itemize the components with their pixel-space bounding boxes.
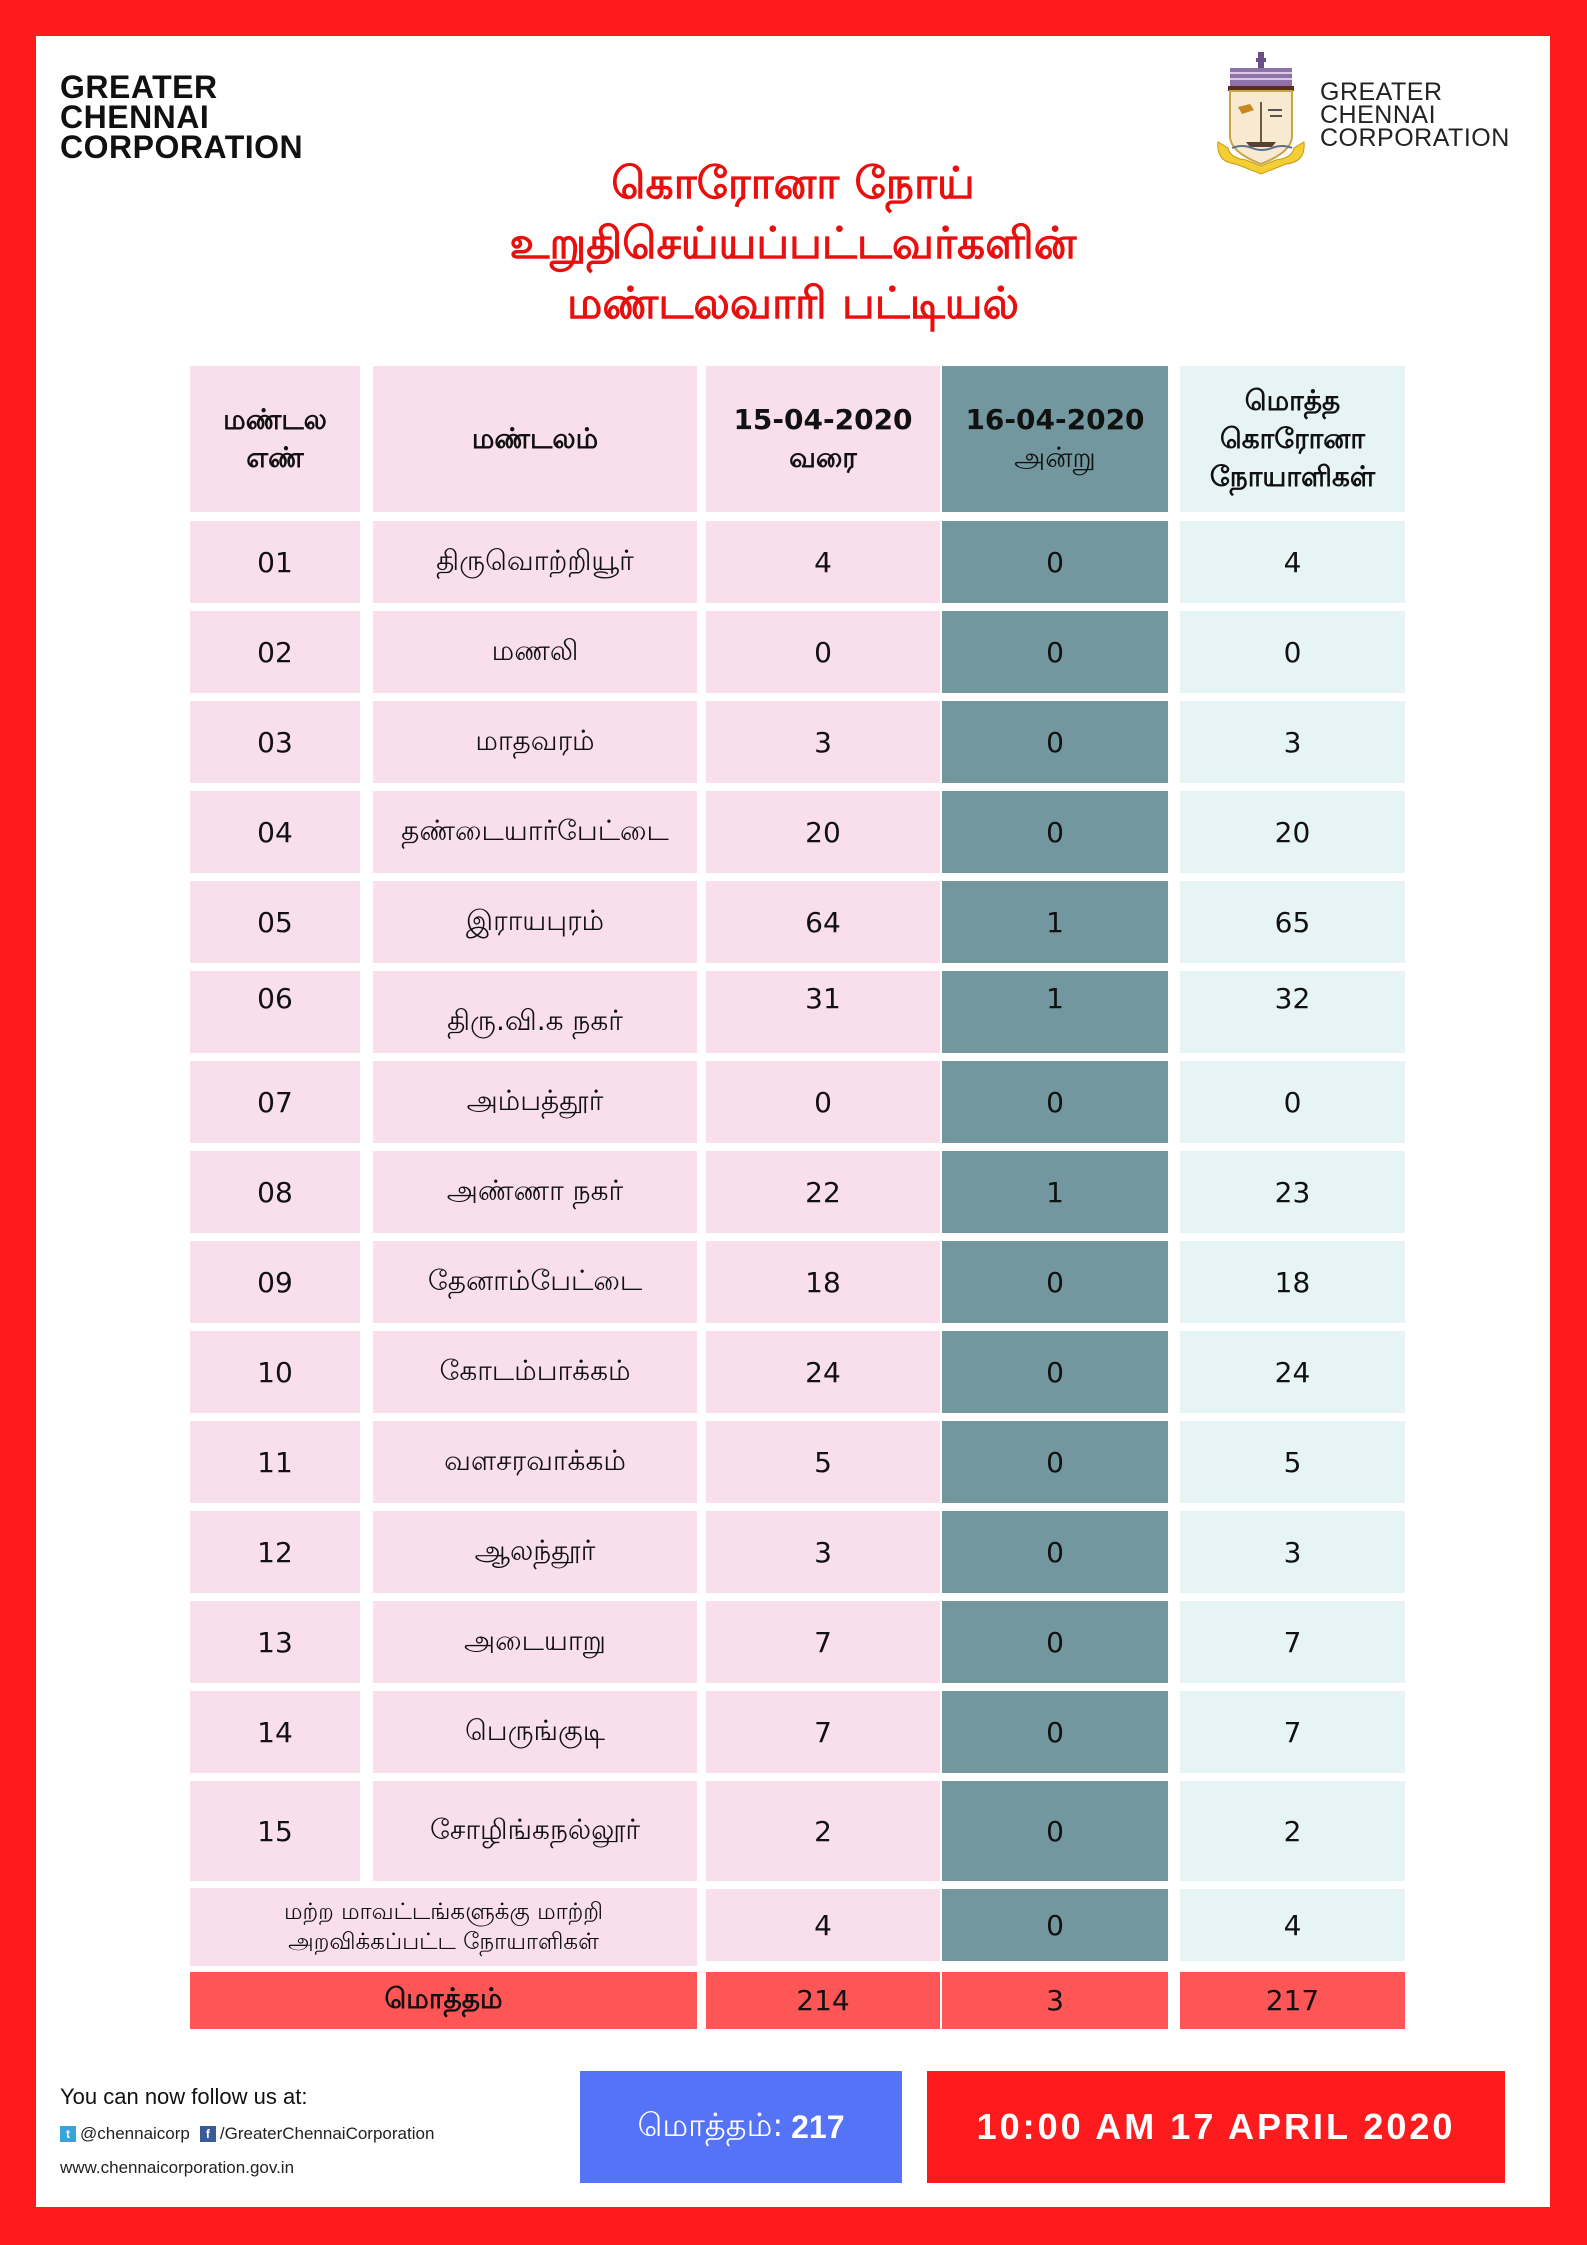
cell-total-text: 5 [1283, 1445, 1302, 1479]
cell-zone-name-text: மணலி [491, 633, 579, 667]
cell-on-date-text: 0 [1046, 1535, 1064, 1569]
cell-total-text: 3 [1283, 725, 1302, 759]
cell-zone-name-text: கோடம்பாக்கம் [439, 1353, 631, 1387]
cell-zone-name-text: இராயபுரம் [465, 903, 605, 937]
twitter-handle[interactable]: @chennaicorp [80, 2124, 190, 2143]
cell-total [1180, 1331, 1405, 1413]
cell-other-on [942, 1889, 1168, 1961]
cell-on-date [942, 1061, 1168, 1143]
header-text: மொத்த [1244, 384, 1341, 417]
cell-on-date [942, 1151, 1168, 1233]
cell-zone-name [373, 1331, 697, 1413]
cell-zone-name [373, 521, 697, 603]
cell-on-date [942, 1241, 1168, 1323]
poster [36, 36, 1550, 2207]
cell-other-till-text: 4 [814, 1908, 832, 1942]
facebook-handle[interactable]: /GreaterChennaiCorporation [219, 2124, 435, 2143]
header-zone-no [190, 366, 360, 512]
logo-line: CORPORATION [1320, 123, 1510, 152]
timestamp-badge [927, 2071, 1505, 2183]
cell-total-text: 20 [1274, 815, 1311, 849]
cell-grand-label-text: மொத்தம் [384, 1982, 503, 2015]
other-label-line: மற்ற மாவட்டங்களுக்கு மாற்றி [283, 1899, 604, 1925]
header-total [1180, 366, 1405, 512]
cell-zone-no [190, 611, 360, 693]
cell-on-date-text: 0 [1046, 815, 1064, 849]
header-text: கொரோனா [1219, 422, 1366, 455]
header-text: அன்று [1014, 441, 1096, 474]
cell-till-date-text: 22 [805, 1175, 841, 1209]
cell-other-on-text: 0 [1046, 1908, 1064, 1942]
twitter-icon: t [60, 2126, 76, 2142]
cell-zone-no-text: 01 [257, 545, 293, 579]
cell-zone-no-text: 03 [257, 725, 293, 759]
cell-zone-no [190, 1061, 360, 1143]
cell-total [1180, 521, 1405, 603]
cell-on-date [942, 1691, 1168, 1773]
cell-zone-name [373, 1061, 697, 1143]
header-on-date [942, 366, 1168, 512]
cell-zone-no [190, 881, 360, 963]
brand-line: CORPORATION [60, 129, 304, 165]
cell-total [1180, 1241, 1405, 1323]
cell-zone-no [190, 1781, 360, 1881]
cell-zone-no-text: 11 [257, 1445, 293, 1479]
cell-zone-no-text: 05 [257, 905, 293, 939]
cell-till-date-text: 0 [814, 635, 832, 669]
cell-zone-name [373, 701, 697, 783]
cell-till-date-text: 5 [814, 1445, 832, 1479]
cell-on-date-text: 0 [1046, 1085, 1064, 1119]
cell-on-date-text: 0 [1046, 725, 1064, 759]
cell-zone-no-text: 12 [257, 1535, 293, 1569]
cell-on-date [942, 971, 1168, 1053]
cell-zone-name-text: ஆலந்தூர் [474, 1533, 596, 1567]
cell-total-text: 7 [1283, 1625, 1302, 1659]
cell-till-date [706, 1781, 940, 1881]
cell-zone-no-text: 14 [257, 1715, 293, 1749]
cell-till-date [706, 971, 940, 1053]
header-text: மண்டல [223, 403, 327, 436]
cell-zone-no [190, 971, 360, 1053]
cell-zone-no [190, 1421, 360, 1503]
other-label-line: அறவிக்கப்பட்ட நோயாளிகள் [288, 1929, 599, 1955]
cell-grand-total-text: 217 [1265, 1984, 1320, 2017]
cell-till-date [706, 1511, 940, 1593]
cell-total-text: 7 [1283, 1715, 1302, 1749]
header-text: எண் [246, 441, 304, 474]
cell-till-date-text: 4 [814, 545, 832, 579]
cell-total [1180, 881, 1405, 963]
cell-other-total [1180, 1889, 1405, 1961]
cell-till-date-text: 18 [805, 1265, 841, 1299]
follow-text: You can now follow us at: [60, 2084, 308, 2109]
cell-total [1180, 791, 1405, 873]
cell-total-text: 23 [1274, 1175, 1311, 1209]
cell-other-label [190, 1888, 697, 1966]
title-line: கொரோனா நோய் [611, 158, 975, 209]
cell-zone-no-text: 06 [257, 981, 293, 1015]
social-footer [60, 2084, 434, 2178]
logo-line: CHENNAI [1320, 100, 1437, 129]
cell-till-date [706, 1601, 940, 1683]
header-text: 16-04-2020 [965, 403, 1145, 436]
cell-zone-name [373, 971, 697, 1053]
cell-grand-on-text: 3 [1046, 1984, 1064, 2017]
total-badge [580, 2071, 902, 2183]
total-label: மொத்தம்: [637, 2106, 784, 2144]
cell-zone-no [190, 791, 360, 873]
cell-zone-name-text: தண்டையார்பேட்டை [401, 813, 669, 847]
cell-total-text: 32 [1274, 981, 1311, 1015]
cell-zone-no [190, 1511, 360, 1593]
cell-zone-no-text: 02 [257, 635, 293, 669]
cell-zone-name-text: அண்ணா நகர் [446, 1173, 624, 1207]
cell-till-date-text: 2 [814, 1814, 832, 1848]
cell-on-date-text: 0 [1046, 1715, 1064, 1749]
timestamp-text: 10:00 AM 17 APRIL 2020 [976, 2106, 1456, 2147]
cell-on-date-text: 0 [1046, 545, 1064, 579]
cell-on-date [942, 611, 1168, 693]
logo-line: GREATER [1320, 77, 1443, 106]
cell-grand-label [190, 1972, 697, 2029]
cell-zone-no [190, 1151, 360, 1233]
cell-zone-name [373, 791, 697, 873]
cell-on-date-text: 1 [1046, 905, 1064, 939]
cell-zone-name [373, 1691, 697, 1773]
cell-zone-no [190, 1691, 360, 1773]
cell-total [1180, 1601, 1405, 1683]
cell-on-date [942, 791, 1168, 873]
cell-other-total-text: 4 [1283, 1908, 1302, 1942]
cell-till-date [706, 1691, 940, 1773]
social-links [60, 2124, 434, 2144]
cell-till-date [706, 1241, 940, 1323]
cell-zone-name [373, 1241, 697, 1323]
header-text: வரை [789, 441, 857, 474]
cell-till-date-text: 7 [814, 1625, 832, 1659]
cell-zone-name-text: தேனாம்பேட்டை [427, 1263, 643, 1297]
cell-till-date [706, 701, 940, 783]
cell-on-date [942, 1781, 1168, 1881]
cell-till-date-text: 3 [814, 1535, 832, 1569]
cell-on-date [942, 701, 1168, 783]
cell-total-text: 65 [1274, 905, 1311, 939]
cell-zone-no-text: 15 [257, 1814, 293, 1848]
cell-till-date [706, 611, 940, 693]
cell-zone-no [190, 1331, 360, 1413]
cell-other-till [706, 1889, 940, 1961]
cell-grand-on [942, 1972, 1168, 2029]
cell-zone-name-text: திரு.வி.க நகர் [447, 1003, 623, 1037]
cell-total [1180, 971, 1405, 1053]
cell-zone-no-text: 04 [257, 815, 293, 849]
cell-total-text: 2 [1283, 1814, 1302, 1848]
brand-line: CHENNAI [60, 99, 210, 135]
cell-zone-no [190, 701, 360, 783]
cell-on-date-text: 0 [1046, 1445, 1064, 1479]
cell-till-date-text: 20 [805, 815, 841, 849]
total-value: 217 [791, 2108, 845, 2145]
cell-till-date-text: 24 [805, 1355, 841, 1389]
cell-grand-total [1180, 1972, 1405, 2029]
cell-zone-name-text: திருவொற்றியூர் [436, 543, 634, 577]
cell-till-date-text: 64 [805, 905, 841, 939]
cell-zone-no [190, 1601, 360, 1683]
cell-total [1180, 1511, 1405, 1593]
cell-till-date-text: 0 [814, 1085, 832, 1119]
cell-total-text: 0 [1283, 635, 1302, 669]
cell-zone-name [373, 1421, 697, 1503]
cell-till-date-text: 7 [814, 1715, 832, 1749]
cell-total [1180, 1691, 1405, 1773]
cell-total [1180, 1781, 1405, 1881]
header-text: மண்டலம் [471, 422, 599, 455]
cell-zone-no-text: 07 [257, 1085, 293, 1119]
cell-till-date [706, 1421, 940, 1503]
cell-zone-name-text: சோழிங்கநல்லூர் [429, 1812, 641, 1846]
cell-total [1180, 1061, 1405, 1143]
cell-zone-name [373, 1601, 697, 1683]
cell-zone-name-text: அடையாறு [464, 1623, 606, 1657]
cell-total-text: 0 [1283, 1085, 1302, 1119]
cell-zone-no [190, 1241, 360, 1323]
cell-till-date-text: 31 [805, 981, 841, 1015]
cell-zone-name [373, 611, 697, 693]
cell-on-date [942, 1331, 1168, 1413]
cell-till-date [706, 881, 940, 963]
cell-on-date-text: 0 [1046, 1625, 1064, 1659]
header-text: 15-04-2020 [733, 403, 913, 436]
header-till-date [706, 366, 940, 512]
cell-zone-no [190, 521, 360, 603]
cell-zone-name [373, 1781, 697, 1881]
cell-grand-till-text: 214 [796, 1984, 850, 2017]
cell-on-date-text: 0 [1046, 635, 1064, 669]
cell-zone-no-text: 08 [257, 1175, 293, 1209]
cell-total-text: 24 [1274, 1355, 1311, 1389]
cell-till-date [706, 791, 940, 873]
cell-zone-name-text: அம்பத்தூர் [466, 1083, 604, 1117]
cell-on-date [942, 881, 1168, 963]
cell-zone-name-text: மாதவரம் [475, 723, 595, 757]
cell-on-date-text: 0 [1046, 1355, 1064, 1389]
website-link[interactable]: www.chennaicorporation.gov.in [60, 2158, 295, 2177]
cell-on-date-text: 1 [1046, 1175, 1064, 1209]
facebook-icon: f [200, 2126, 216, 2142]
cell-total-text: 3 [1283, 1535, 1302, 1569]
cell-zone-name [373, 1511, 697, 1593]
cell-till-date [706, 521, 940, 603]
cell-on-date-text: 0 [1046, 1265, 1064, 1299]
title-line: மண்டலவாரி பட்டியல் [566, 278, 1020, 329]
cell-on-date [942, 1601, 1168, 1683]
cell-total [1180, 1421, 1405, 1503]
cell-total [1180, 611, 1405, 693]
brand-wordmark [60, 69, 304, 165]
cell-total-text: 18 [1274, 1265, 1311, 1299]
header-zone [373, 366, 697, 512]
cell-grand-till [706, 1972, 940, 2029]
cell-on-date [942, 1421, 1168, 1503]
cell-till-date [706, 1331, 940, 1413]
cell-till-date [706, 1151, 940, 1233]
page-title [36, 154, 1550, 334]
cell-total [1180, 701, 1405, 783]
brand-line: GREATER [60, 69, 218, 105]
header-text: நோயாளிகள் [1209, 460, 1376, 493]
cell-till-date-text: 3 [814, 725, 832, 759]
cell-on-date [942, 521, 1168, 603]
cell-zone-no-text: 09 [257, 1265, 293, 1299]
cell-on-date-text: 1 [1046, 981, 1064, 1015]
cell-on-date [942, 1511, 1168, 1593]
cell-zone-name [373, 1151, 697, 1233]
cell-zone-name-text: வளசரவாக்கம் [444, 1443, 626, 1477]
cell-total-text: 4 [1283, 545, 1302, 579]
cell-on-date-text: 0 [1046, 1814, 1064, 1848]
title-line: உறுதிசெய்யப்பட்டவர்களின் [509, 218, 1077, 269]
cell-zone-no-text: 10 [257, 1355, 293, 1389]
cell-zone-name-text: பெருங்குடி [464, 1713, 606, 1747]
cell-zone-no-text: 13 [257, 1625, 293, 1659]
cell-till-date [706, 1061, 940, 1143]
cell-zone-name [373, 881, 697, 963]
cell-total [1180, 1151, 1405, 1233]
